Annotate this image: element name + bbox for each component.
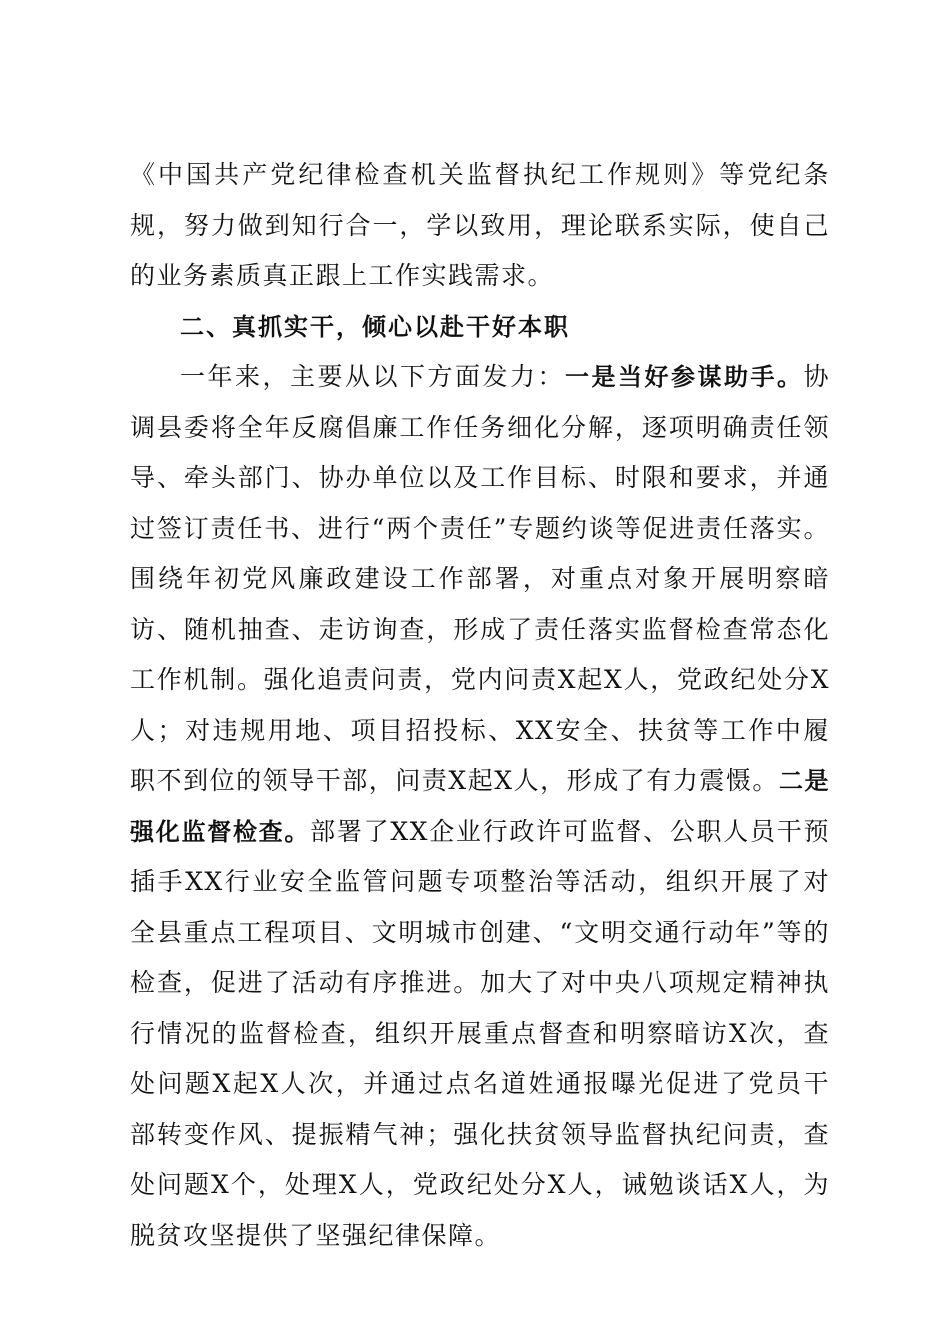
- section-heading: 二、真抓实干，倾心以赴干好本职: [180, 312, 570, 341]
- point-one-label: 一是当好参谋助手。: [564, 363, 804, 391]
- paragraph-intro-text: 一年来，主要从以下方面发力：: [180, 362, 565, 391]
- document-body: [130, 150, 830, 1261]
- point-one-text: 协调县委将全年反腐倡廉工作任务细化分解，逐项明确责任领导、牵头部门、协办单位以及工作目标、时限和要求，并通过签订责任书、进行“两个责任”专题约谈等促进责任落实。围绕年初党风廉政建设工作部署，对重点对象开展明察暗访、随机抽查、走访询查，形成了责任落实监督检查常态化工作机制。强化追责问责，党内问责X起X人，党政纪处分X人；对违规用地、项目招投标、XX安全、扶贫等工作中履职不到位的领导干部，问责X起X人，形成了有力震慑。: [130, 362, 830, 795]
- paragraph-continuation: 《中国共产党纪律检查机关监督执纪工作规则》等党纪条规，努力做到知行合一，学以致用，理论联系实际，使自己的业务素质真正跟上工作实践需求。: [130, 160, 830, 290]
- point-two-label: 二是强化监督检查。: [130, 767, 831, 846]
- paragraph-main: [130, 352, 830, 1261]
- point-two-text: 部署了XX企业行政许可监督、公职人员干预插手XX行业安全监管问题专项整治等活动，组织开展了对全县重点工程项目、文明城市创建、“文明交通行动年”等的检查，促进了活动有序推进。加大了对中央八项规定精神执行情况的监督检查，组织开展重点督查和明察暗访X次，查处问题X起X人次，并通过点名道姓通报曝光促进了党员干部转变作风、提振精气神；强化扶贫领导监督执纪问责，查处问题X个，处理X人，党政纪处分X人，诫勉谈话X人，为脱贫攻坚提供了坚强纪律保障。: [130, 816, 830, 1250]
